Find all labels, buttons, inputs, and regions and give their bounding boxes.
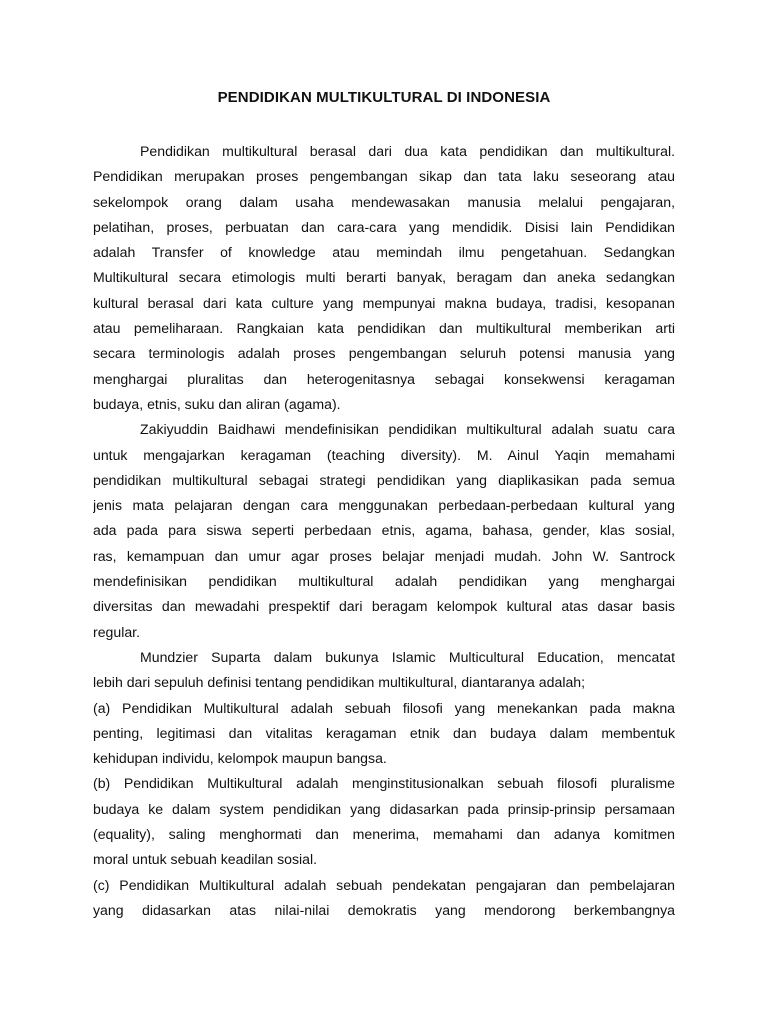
text-line: kehidupan individu, kelompok maupun bangsa. bbox=[93, 750, 387, 767]
text-line: secara terminologis adalah proses pengembangan seluruh potensi manusia yang bbox=[93, 345, 675, 362]
text-line: Pendidikan multikultural berasal dari dua kata pendidikan dan multikultural. bbox=[140, 143, 675, 159]
text-line: sekelompok orang dalam usaha mendewasakan manusia melalui pengajaran, bbox=[93, 193, 675, 210]
text-line: adalah Transfer of knowledge atau memindah ilmu pengetahuan. Sedangkan bbox=[93, 244, 675, 261]
text-line: (c) Pendidikan Multikultural adalah sebuah pendekatan pengajaran dan pembelajaran bbox=[93, 876, 675, 893]
text-line: lebih dari sepuluh definisi tentang pendidikan multikultural, diantaranya adalah; bbox=[93, 674, 586, 691]
text-line: ada pada para siswa seperti perbedaan etnis, agama, bahasa, gender, klas sosial, bbox=[93, 522, 675, 539]
text-line: diversitas dan mewadahi prespektif dari beragam kelompok kultural atas dasar basis bbox=[93, 598, 675, 615]
text-line: mendefinisikan pendidikan multikultural adalah pendidikan yang menghargai bbox=[93, 573, 675, 590]
text-line: Zakiyuddin Baidhawi mendefinisikan pendidikan multikultural adalah suatu cara bbox=[140, 421, 675, 438]
text-line: moral untuk sebuah keadilan sosial. bbox=[93, 851, 318, 868]
text-line: yang didasarkan atas nilai-nilai demokratis yang mendorong berkembangnya bbox=[93, 901, 675, 918]
document-title: PENDIDIKAN MULTIKULTURAL DI INDONESIA bbox=[217, 89, 551, 106]
text-line: atau pemeliharaan. Rangkaian kata pendidikan dan multikultural memberikan arti bbox=[93, 320, 675, 337]
text-line: pendidikan multikultural sebagai strategi pendidikan yang diaplikasikan pada semua bbox=[93, 471, 675, 488]
text-line: ras, kemampuan dan umur agar proses belajar menjadi mudah. John W. Santrock bbox=[93, 547, 675, 564]
text-line: (a) Pendidikan Multikultural adalah sebuah filosofi yang menekankan pada makna bbox=[93, 699, 675, 716]
text-line: jenis mata pelajaran dengan cara menggunakan perbedaan-perbedaan kultural yang bbox=[93, 497, 675, 514]
text-line: penting, legitimasi dan vitalitas keragaman etnik dan budaya dalam membentuk bbox=[93, 724, 675, 741]
text-line: budaya, etnis, suku dan aliran (agama). bbox=[93, 395, 341, 412]
text-line: regular. bbox=[93, 623, 141, 640]
text-line: Mundzier Suparta dalam bukunya Islamic Multicultural Education, mencatat bbox=[140, 648, 675, 665]
document-body bbox=[93, 139, 675, 923]
text-line: Pendidikan merupakan proses pengembangan sikap dan tata laku seseorang atau bbox=[93, 168, 675, 185]
text-line: (equality), saling menghormati dan menerima, memahami dan adanya komitmen bbox=[93, 826, 675, 843]
text-line: menghargai pluralitas dan heterogenitasnya sebagai konsekwensi keragaman bbox=[93, 370, 675, 387]
text-line: Multikultural secara etimologis multi berarti banyak, beragam dan aneka sedangkan bbox=[93, 269, 675, 286]
text-line: (b) Pendidikan Multikultural adalah menginstitusionalkan sebuah filosofi pluralisme bbox=[93, 775, 675, 792]
text-line: pelatihan, proses, perbuatan dan cara-cara yang mendidik. Disisi lain Pendidikan bbox=[93, 218, 675, 235]
text-line: kultural berasal dari kata culture yang mempunyai makna budaya, tradisi, kesopanan bbox=[93, 294, 675, 311]
text-line: budaya ke dalam system pendidikan yang didasarkan pada prinsip-prinsip persamaan bbox=[93, 800, 675, 817]
text-line: untuk mengajarkan keragaman (teaching diversity). M. Ainul Yaqin memahami bbox=[93, 446, 675, 463]
